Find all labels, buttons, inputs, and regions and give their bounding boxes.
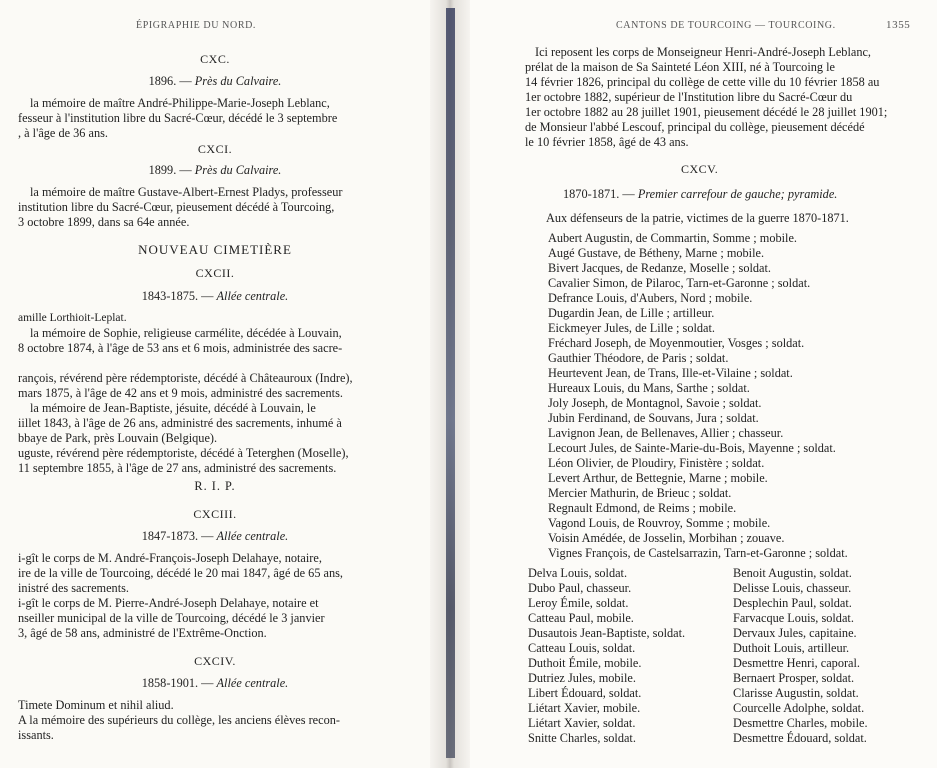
name-entry: Dervaux Jules, capitaine.: [733, 626, 857, 640]
victim-entry: Aubert Augustin, de Commartin, Somme ; mobile.: [548, 231, 797, 245]
text-line: 3, âgé de 58 ans, administré de l'Extrême-Onction.: [18, 626, 267, 640]
name-entry: Desmettre Édouard, soldat.: [733, 731, 867, 745]
text-line: inistré des sacrements.: [18, 581, 129, 595]
name-entry: Desmettre Charles, mobile.: [733, 716, 868, 730]
victim-entry: Fréchard Joseph, de Moyenmoutier, Vosges ; soldat.: [548, 336, 805, 350]
name-entry: Farvacque Louis, soldat.: [733, 611, 854, 625]
text-line: rançois, révérend père rédemptoriste, décédé à Châteauroux (Indre),: [18, 371, 353, 385]
section-date: 1870-1871. —: [563, 187, 635, 201]
section-place: Premier carrefour de gauche; pyramide.: [637, 187, 838, 201]
section-number: CXCI.: [197, 142, 233, 156]
victim-entry: Regnault Edmond, de Reims ; mobile.: [548, 501, 737, 515]
section-place: Près du Calvaire.: [194, 74, 282, 88]
text-line: fesseur à l'institution libre du Sacré-Cœur, décédé le 3 septembre: [18, 111, 338, 125]
text-line: amille Lorthioit-Leplat.: [18, 312, 127, 324]
victim-entry: Vagond Louis, de Rouvroy, Somme ; mobile.: [548, 516, 771, 530]
victim-entry: Lavignon Jean, de Bellenaves, Allier ; chasseur.: [548, 426, 784, 440]
text-line: ire de la ville de Tourcoing, décédé le 20 mai 1847, âgé de 65 ans,: [18, 566, 344, 580]
name-entry: Liétart Xavier, mobile.: [528, 701, 641, 715]
name-entry: Courcelle Adolphe, soldat.: [733, 701, 865, 715]
name-entry: Desmettre Henri, caporal.: [733, 656, 861, 670]
victim-entry: Hureaux Louis, du Mans, Sarthe ; soldat.: [548, 381, 750, 395]
cemetery-heading: NOUVEAU CIMETIÈRE: [138, 242, 292, 257]
victim-entry: Eickmeyer Jules, de Lille ; soldat.: [548, 321, 715, 335]
section-number: CXCIV.: [194, 654, 236, 668]
intro-line: 1er octobre 1882, supérieur de l'Institution libre du Sacré-Cœur du: [525, 90, 853, 104]
section-date: 1843-1875. —: [141, 289, 214, 303]
text-line: nseiller municipal de la ville de Tourcoing, décédé le 3 janvier: [18, 611, 325, 625]
left-page: [0, 0, 430, 768]
text-line: issants.: [18, 728, 54, 742]
name-entry: Duthoit Louis, artilleur.: [733, 641, 850, 655]
name-entry: Clarisse Augustin, soldat.: [733, 686, 859, 700]
section-date: 1847-1873. —: [141, 529, 214, 543]
section-date-line: [0, 676, 430, 690]
text-line: 3 octobre 1899, dans sa 64e année.: [18, 215, 190, 229]
section-number: CXC.: [200, 52, 230, 66]
name-entry: Catteau Louis, soldat.: [528, 641, 636, 655]
victim-entry: Lecourt Jules, de Sainte-Marie-du-Bois, Mayenne ; soldat.: [548, 441, 836, 455]
victim-entry: Vignes François, de Castelsarrazin, Tarn-et-Garonne ; soldat.: [548, 546, 848, 560]
right-running-head: CANTONS DE TOURCOING — TOURCOING.: [616, 20, 836, 31]
section-date-line: [0, 74, 430, 88]
rip-closing: R. I. P.: [194, 479, 236, 493]
victim-entry: Cavalier Simon, de Pilaroc, Tarn-et-Garonne ; soldat.: [548, 276, 811, 290]
section-number: CXCV.: [681, 162, 719, 176]
name-entry: Liétart Xavier, soldat.: [528, 716, 636, 730]
section-date-line: [0, 289, 430, 303]
text-line: 8 octobre 1874, à l'âge de 53 ans et 6 mois, administrée des sacre-: [18, 341, 343, 355]
victim-entry: Defrance Louis, d'Aubers, Nord ; mobile.: [548, 291, 753, 305]
text-line: la mémoire de maître André-Philippe-Marie-Joseph Leblanc,: [30, 96, 330, 110]
section-place: Près du Calvaire.: [194, 163, 282, 177]
name-entry: Dusautois Jean-Baptiste, soldat.: [528, 626, 686, 640]
section-date: 1899. —: [148, 163, 192, 177]
name-entry: Catteau Paul, mobile.: [528, 611, 634, 625]
dedication: Aux défenseurs de la patrie, victimes de la guerre 1870-1871.: [546, 211, 849, 225]
text-line: la mémoire de Jean-Baptiste, jésuite, décédé à Louvain, le: [30, 401, 316, 415]
text-line: iillet 1843, à l'âge de 26 ans, administré des sacrements, inhumé à: [18, 416, 342, 430]
intro-line: 14 février 1826, principal du collège de cette ville du 10 février 1858 au: [525, 75, 880, 89]
text-line: i-gît le corps de M. Pierre-André-Joseph Delahaye, notaire et: [18, 596, 319, 610]
intro-line: de Monsieur l'abbé Lescouf, principal du collège, pieusement décédé: [525, 120, 865, 134]
name-entry: Bernaert Prosper, soldat.: [733, 671, 855, 685]
left-running-head: ÉPIGRAPHIE DU NORD.: [136, 20, 257, 31]
section-number: CXCII.: [195, 266, 235, 280]
victim-entry: Bivert Jacques, de Redanze, Moselle ; soldat.: [548, 261, 771, 275]
name-entry: Dutriez Jules, mobile.: [528, 671, 636, 685]
name-entry: Dubo Paul, chasseur.: [528, 581, 632, 595]
name-entry: Duthoit Émile, mobile.: [528, 656, 642, 670]
text-line: uguste, révérend père rédemptoriste, décédé à Teterghen (Moselle),: [18, 446, 349, 460]
text-line: la mémoire de maître Gustave-Albert-Ernest Pladys, professeur: [30, 185, 343, 199]
intro-line: le 10 février 1858, âgé de 43 ans.: [525, 135, 689, 149]
text-line: 11 septembre 1855, à l'âge de 27 ans, administré des sacrements.: [18, 461, 337, 475]
section-place: Allée centrale.: [216, 289, 289, 303]
section-place: Allée centrale.: [216, 529, 289, 543]
section-date: 1896. —: [148, 74, 192, 88]
victim-entry: Voisin Amédée, de Josselin, Morbihan ; zouave.: [548, 531, 785, 545]
name-entry: Delisse Louis, chasseur.: [733, 581, 852, 595]
text-line: , à l'âge de 36 ans.: [18, 126, 108, 140]
victim-entry: Levert Arthur, de Bettegnie, Marne ; mobile.: [548, 471, 768, 485]
intro-line: Ici reposent les corps de Monseigneur Henri-André-Joseph Leblanc,: [535, 45, 872, 59]
section-date-line: [0, 529, 430, 543]
name-entry: Snitte Charles, soldat.: [528, 731, 636, 745]
text-line: i-gît le corps de M. André-François-Joseph Delahaye, notaire,: [18, 551, 322, 565]
section-date: 1858-1901. —: [141, 676, 214, 690]
page-number: 1355: [886, 19, 911, 31]
victim-entry: Mercier Mathurin, de Brieuc ; soldat.: [548, 486, 732, 500]
section-date-line: [563, 187, 837, 201]
name-entry: Benoit Augustin, soldat.: [733, 566, 852, 580]
text-line: institution libre du Sacré-Cœur, pieusement décédé à Tourcoing,: [18, 200, 335, 214]
victim-entry: Dugardin Jean, de Lille ; artilleur.: [548, 306, 715, 320]
text-line: la mémoire de Sophie, religieuse carmélite, décédée à Louvain,: [30, 326, 342, 340]
name-entry: Delva Louis, soldat.: [528, 566, 628, 580]
section-number: CXCIII.: [193, 507, 237, 521]
victim-entry: Heurtevent Jean, de Trans, Ille-et-Vilaine ; soldat.: [548, 366, 793, 380]
intro-line: prélat de la maison de Sa Sainteté Léon XIII, né à Tourcoing le: [525, 60, 835, 74]
section-date-line: [0, 163, 430, 177]
name-entry: Libert Édouard, soldat.: [528, 686, 642, 700]
text-line: mars 1875, à l'âge de 42 ans et 9 mois, administré des sacrements.: [18, 386, 343, 400]
victim-entry: Jubin Ferdinand, de Souvans, Jura ; soldat.: [548, 411, 759, 425]
text-line: bbaye de Park, près Louvain (Belgique).: [18, 431, 218, 445]
section-place: Allée centrale.: [216, 676, 289, 690]
name-entry: Leroy Émile, soldat.: [528, 596, 629, 610]
victim-entry: Gauthier Théodore, de Paris ; soldat.: [548, 351, 729, 365]
victim-entry: Joly Joseph, de Montagnol, Savoie ; soldat.: [548, 396, 762, 410]
text-line: Timete Dominum et nihil aliud.: [18, 698, 174, 712]
victim-entry: Augé Gustave, de Bétheny, Marne ; mobile.: [548, 246, 765, 260]
gutter-shadow: [446, 8, 455, 758]
victim-entry: Léon Olivier, de Ploudiry, Finistère ; soldat.: [548, 456, 765, 470]
intro-line: 1er octobre 1882 au 28 juillet 1901, pieusement décédé le 28 juillet 1901;: [525, 105, 888, 119]
text-line: A la mémoire des supérieurs du collège, les anciens élèves recon-: [18, 713, 340, 727]
name-entry: Desplechin Paul, soldat.: [733, 596, 852, 610]
